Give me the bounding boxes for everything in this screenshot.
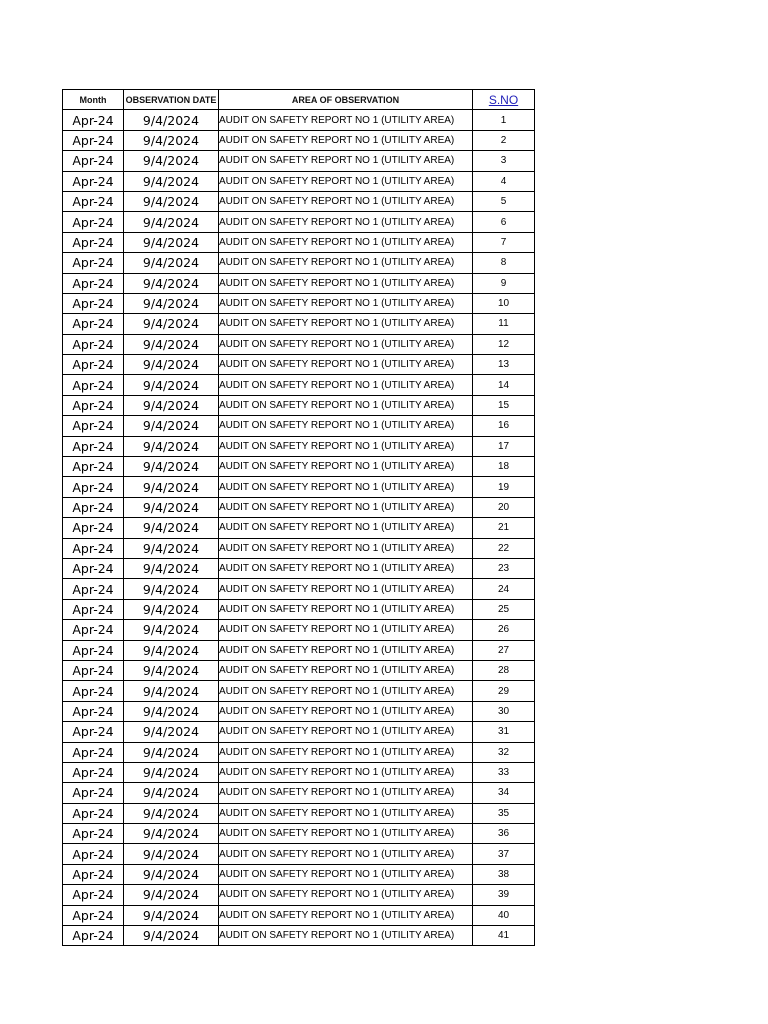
table-row xyxy=(63,436,535,456)
table-row xyxy=(63,640,535,660)
area-of-observation-cell: AUDIT ON SAFETY REPORT NO 1 (UTILITY AREA) xyxy=(219,477,473,497)
observation-date-cell: 9/4/2024 xyxy=(124,681,219,701)
observation-date-cell: 9/4/2024 xyxy=(124,457,219,477)
month-cell: Apr-24 xyxy=(63,742,124,762)
table-row xyxy=(63,722,535,742)
table-row xyxy=(63,803,535,823)
sno-cell: 23 xyxy=(473,558,535,578)
table-row xyxy=(63,742,535,762)
observation-date-cell: 9/4/2024 xyxy=(124,171,219,191)
table-row xyxy=(63,762,535,782)
sno-cell: 6 xyxy=(473,212,535,232)
month-cell: Apr-24 xyxy=(63,232,124,252)
month-cell: Apr-24 xyxy=(63,171,124,191)
table-row xyxy=(63,905,535,925)
month-cell: Apr-24 xyxy=(63,660,124,680)
sno-cell: 30 xyxy=(473,701,535,721)
observation-date-cell: 9/4/2024 xyxy=(124,273,219,293)
sno-cell: 12 xyxy=(473,334,535,354)
table-row xyxy=(63,885,535,905)
area-of-observation-cell: AUDIT ON SAFETY REPORT NO 1 (UTILITY AREA) xyxy=(219,355,473,375)
month-cell: Apr-24 xyxy=(63,191,124,211)
table-row xyxy=(63,457,535,477)
month-cell: Apr-24 xyxy=(63,375,124,395)
sno-cell: 37 xyxy=(473,844,535,864)
sno-cell: 31 xyxy=(473,722,535,742)
table-row xyxy=(63,273,535,293)
area-of-observation-cell: AUDIT ON SAFETY REPORT NO 1 (UTILITY AREA) xyxy=(219,110,473,130)
observation-date-cell: 9/4/2024 xyxy=(124,660,219,680)
sno-cell: 22 xyxy=(473,538,535,558)
sno-cell: 21 xyxy=(473,518,535,538)
sno-cell: 27 xyxy=(473,640,535,660)
sno-cell: 41 xyxy=(473,926,535,946)
observation-table xyxy=(62,89,535,946)
area-of-observation-cell: AUDIT ON SAFETY REPORT NO 1 (UTILITY AREA) xyxy=(219,885,473,905)
sno-cell: 29 xyxy=(473,681,535,701)
area-of-observation-cell: AUDIT ON SAFETY REPORT NO 1 (UTILITY AREA) xyxy=(219,905,473,925)
table-row xyxy=(63,497,535,517)
observation-date-cell: 9/4/2024 xyxy=(124,885,219,905)
month-cell: Apr-24 xyxy=(63,334,124,354)
area-of-observation-cell: AUDIT ON SAFETY REPORT NO 1 (UTILITY AREA) xyxy=(219,436,473,456)
observation-date-cell: 9/4/2024 xyxy=(124,395,219,415)
area-of-observation-cell: AUDIT ON SAFETY REPORT NO 1 (UTILITY AREA) xyxy=(219,783,473,803)
area-of-observation-cell: AUDIT ON SAFETY REPORT NO 1 (UTILITY AREA) xyxy=(219,681,473,701)
area-of-observation-cell: AUDIT ON SAFETY REPORT NO 1 (UTILITY AREA) xyxy=(219,558,473,578)
area-of-observation-cell: AUDIT ON SAFETY REPORT NO 1 (UTILITY AREA) xyxy=(219,599,473,619)
month-cell: Apr-24 xyxy=(63,620,124,640)
month-cell: Apr-24 xyxy=(63,844,124,864)
sno-cell: 24 xyxy=(473,579,535,599)
observation-date-cell: 9/4/2024 xyxy=(124,334,219,354)
month-cell: Apr-24 xyxy=(63,436,124,456)
month-cell: Apr-24 xyxy=(63,558,124,578)
area-of-observation-cell: AUDIT ON SAFETY REPORT NO 1 (UTILITY AREA) xyxy=(219,416,473,436)
month-cell: Apr-24 xyxy=(63,355,124,375)
table-row xyxy=(63,334,535,354)
observation-date-cell: 9/4/2024 xyxy=(124,824,219,844)
sno-cell: 10 xyxy=(473,293,535,313)
sno-cell: 15 xyxy=(473,395,535,415)
month-cell: Apr-24 xyxy=(63,864,124,884)
sno-cell: 28 xyxy=(473,660,535,680)
table-row xyxy=(63,558,535,578)
observation-date-cell: 9/4/2024 xyxy=(124,253,219,273)
sno-cell: 35 xyxy=(473,803,535,823)
area-of-observation-cell: AUDIT ON SAFETY REPORT NO 1 (UTILITY AREA) xyxy=(219,334,473,354)
month-cell: Apr-24 xyxy=(63,151,124,171)
table-row xyxy=(63,110,535,130)
observation-date-cell: 9/4/2024 xyxy=(124,701,219,721)
observation-date-cell: 9/4/2024 xyxy=(124,375,219,395)
sno-cell: 40 xyxy=(473,905,535,925)
area-of-observation-cell: AUDIT ON SAFETY REPORT NO 1 (UTILITY AREA) xyxy=(219,722,473,742)
observation-date-cell: 9/4/2024 xyxy=(124,416,219,436)
table-row xyxy=(63,171,535,191)
table-row xyxy=(63,681,535,701)
month-cell: Apr-24 xyxy=(63,130,124,150)
sno-cell: 26 xyxy=(473,620,535,640)
observation-date-cell: 9/4/2024 xyxy=(124,864,219,884)
sno-cell: 38 xyxy=(473,864,535,884)
area-of-observation-cell: AUDIT ON SAFETY REPORT NO 1 (UTILITY AREA) xyxy=(219,253,473,273)
sno-header-link[interactable]: S.NO xyxy=(473,90,535,110)
sno-cell: 36 xyxy=(473,824,535,844)
table-row xyxy=(63,151,535,171)
table-row xyxy=(63,191,535,211)
sno-cell: 19 xyxy=(473,477,535,497)
month-cell: Apr-24 xyxy=(63,824,124,844)
observation-date-cell: 9/4/2024 xyxy=(124,579,219,599)
table-row xyxy=(63,477,535,497)
table-row xyxy=(63,864,535,884)
month-cell: Apr-24 xyxy=(63,110,124,130)
area-of-observation-cell: AUDIT ON SAFETY REPORT NO 1 (UTILITY AREA) xyxy=(219,620,473,640)
month-cell: Apr-24 xyxy=(63,681,124,701)
table-row xyxy=(63,130,535,150)
observation-date-cell: 9/4/2024 xyxy=(124,599,219,619)
area-of-observation-cell: AUDIT ON SAFETY REPORT NO 1 (UTILITY AREA) xyxy=(219,701,473,721)
sno-cell: 2 xyxy=(473,130,535,150)
table-row xyxy=(63,375,535,395)
area-of-observation-cell: AUDIT ON SAFETY REPORT NO 1 (UTILITY AREA) xyxy=(219,518,473,538)
area-of-observation-cell: AUDIT ON SAFETY REPORT NO 1 (UTILITY AREA) xyxy=(219,926,473,946)
table-row xyxy=(63,620,535,640)
area-of-observation-cell: AUDIT ON SAFETY REPORT NO 1 (UTILITY AREA) xyxy=(219,151,473,171)
sno-cell: 32 xyxy=(473,742,535,762)
sno-cell: 13 xyxy=(473,355,535,375)
area-of-observation-cell: AUDIT ON SAFETY REPORT NO 1 (UTILITY AREA) xyxy=(219,844,473,864)
observation-date-cell: 9/4/2024 xyxy=(124,722,219,742)
month-cell: Apr-24 xyxy=(63,905,124,925)
area-of-observation-header: AREA OF OBSERVATION xyxy=(219,90,473,110)
sno-cell: 1 xyxy=(473,110,535,130)
observation-date-cell: 9/4/2024 xyxy=(124,783,219,803)
area-of-observation-cell: AUDIT ON SAFETY REPORT NO 1 (UTILITY AREA) xyxy=(219,232,473,252)
month-header: Month xyxy=(63,90,124,110)
sno-cell: 11 xyxy=(473,314,535,334)
observation-date-cell: 9/4/2024 xyxy=(124,803,219,823)
observation-date-cell: 9/4/2024 xyxy=(124,640,219,660)
table-row xyxy=(63,844,535,864)
observation-date-cell: 9/4/2024 xyxy=(124,558,219,578)
month-cell: Apr-24 xyxy=(63,722,124,742)
month-cell: Apr-24 xyxy=(63,803,124,823)
table-row xyxy=(63,232,535,252)
area-of-observation-cell: AUDIT ON SAFETY REPORT NO 1 (UTILITY AREA) xyxy=(219,273,473,293)
area-of-observation-cell: AUDIT ON SAFETY REPORT NO 1 (UTILITY AREA) xyxy=(219,803,473,823)
table-row xyxy=(63,824,535,844)
area-of-observation-cell: AUDIT ON SAFETY REPORT NO 1 (UTILITY AREA) xyxy=(219,538,473,558)
month-cell: Apr-24 xyxy=(63,253,124,273)
observation-date-cell: 9/4/2024 xyxy=(124,762,219,782)
observation-date-cell: 9/4/2024 xyxy=(124,742,219,762)
table-row xyxy=(63,314,535,334)
observation-date-cell: 9/4/2024 xyxy=(124,355,219,375)
sno-cell: 16 xyxy=(473,416,535,436)
sno-cell: 4 xyxy=(473,171,535,191)
area-of-observation-cell: AUDIT ON SAFETY REPORT NO 1 (UTILITY AREA) xyxy=(219,171,473,191)
table-row xyxy=(63,660,535,680)
observation-date-cell: 9/4/2024 xyxy=(124,905,219,925)
month-cell: Apr-24 xyxy=(63,701,124,721)
sno-cell: 3 xyxy=(473,151,535,171)
observation-date-cell: 9/4/2024 xyxy=(124,151,219,171)
sno-cell: 18 xyxy=(473,457,535,477)
month-cell: Apr-24 xyxy=(63,212,124,232)
month-cell: Apr-24 xyxy=(63,640,124,660)
area-of-observation-cell: AUDIT ON SAFETY REPORT NO 1 (UTILITY AREA) xyxy=(219,457,473,477)
table-row xyxy=(63,518,535,538)
table-row xyxy=(63,538,535,558)
sno-cell: 5 xyxy=(473,191,535,211)
month-cell: Apr-24 xyxy=(63,416,124,436)
sno-cell: 14 xyxy=(473,375,535,395)
observation-date-cell: 9/4/2024 xyxy=(124,110,219,130)
area-of-observation-cell: AUDIT ON SAFETY REPORT NO 1 (UTILITY AREA) xyxy=(219,824,473,844)
sno-cell: 8 xyxy=(473,253,535,273)
observation-date-cell: 9/4/2024 xyxy=(124,497,219,517)
area-of-observation-cell: AUDIT ON SAFETY REPORT NO 1 (UTILITY AREA) xyxy=(219,640,473,660)
month-cell: Apr-24 xyxy=(63,538,124,558)
month-cell: Apr-24 xyxy=(63,885,124,905)
month-cell: Apr-24 xyxy=(63,762,124,782)
observation-date-cell: 9/4/2024 xyxy=(124,477,219,497)
sno-cell: 7 xyxy=(473,232,535,252)
observation-date-cell: 9/4/2024 xyxy=(124,212,219,232)
observation-date-cell: 9/4/2024 xyxy=(124,293,219,313)
observation-date-cell: 9/4/2024 xyxy=(124,538,219,558)
table-row xyxy=(63,599,535,619)
table-row xyxy=(63,579,535,599)
area-of-observation-cell: AUDIT ON SAFETY REPORT NO 1 (UTILITY AREA) xyxy=(219,742,473,762)
table-row xyxy=(63,253,535,273)
month-cell: Apr-24 xyxy=(63,926,124,946)
table-row xyxy=(63,293,535,313)
header-row xyxy=(63,90,535,110)
observation-date-header: OBSERVATION DATE xyxy=(124,90,219,110)
observation-date-cell: 9/4/2024 xyxy=(124,232,219,252)
table-row xyxy=(63,926,535,946)
table-row xyxy=(63,701,535,721)
observation-date-cell: 9/4/2024 xyxy=(124,191,219,211)
table-row xyxy=(63,395,535,415)
sno-cell: 34 xyxy=(473,783,535,803)
table-row xyxy=(63,416,535,436)
month-cell: Apr-24 xyxy=(63,783,124,803)
sno-cell: 17 xyxy=(473,436,535,456)
sno-cell: 20 xyxy=(473,497,535,517)
month-cell: Apr-24 xyxy=(63,579,124,599)
observation-date-cell: 9/4/2024 xyxy=(124,314,219,334)
table-row xyxy=(63,212,535,232)
month-cell: Apr-24 xyxy=(63,477,124,497)
table-row xyxy=(63,783,535,803)
area-of-observation-cell: AUDIT ON SAFETY REPORT NO 1 (UTILITY AREA) xyxy=(219,395,473,415)
table-body xyxy=(63,110,535,946)
observation-date-cell: 9/4/2024 xyxy=(124,130,219,150)
area-of-observation-cell: AUDIT ON SAFETY REPORT NO 1 (UTILITY AREA) xyxy=(219,314,473,334)
area-of-observation-cell: AUDIT ON SAFETY REPORT NO 1 (UTILITY AREA) xyxy=(219,293,473,313)
observation-date-cell: 9/4/2024 xyxy=(124,518,219,538)
observation-date-cell: 9/4/2024 xyxy=(124,926,219,946)
observation-date-cell: 9/4/2024 xyxy=(124,436,219,456)
area-of-observation-cell: AUDIT ON SAFETY REPORT NO 1 (UTILITY AREA) xyxy=(219,864,473,884)
month-cell: Apr-24 xyxy=(63,293,124,313)
area-of-observation-cell: AUDIT ON SAFETY REPORT NO 1 (UTILITY AREA) xyxy=(219,191,473,211)
sno-cell: 25 xyxy=(473,599,535,619)
month-cell: Apr-24 xyxy=(63,273,124,293)
observation-date-cell: 9/4/2024 xyxy=(124,620,219,640)
area-of-observation-cell: AUDIT ON SAFETY REPORT NO 1 (UTILITY AREA) xyxy=(219,579,473,599)
area-of-observation-cell: AUDIT ON SAFETY REPORT NO 1 (UTILITY AREA) xyxy=(219,762,473,782)
observation-date-cell: 9/4/2024 xyxy=(124,844,219,864)
month-cell: Apr-24 xyxy=(63,314,124,334)
month-cell: Apr-24 xyxy=(63,599,124,619)
area-of-observation-cell: AUDIT ON SAFETY REPORT NO 1 (UTILITY AREA) xyxy=(219,212,473,232)
sno-cell: 9 xyxy=(473,273,535,293)
month-cell: Apr-24 xyxy=(63,395,124,415)
month-cell: Apr-24 xyxy=(63,518,124,538)
area-of-observation-cell: AUDIT ON SAFETY REPORT NO 1 (UTILITY AREA) xyxy=(219,130,473,150)
sno-cell: 39 xyxy=(473,885,535,905)
table-row xyxy=(63,355,535,375)
area-of-observation-cell: AUDIT ON SAFETY REPORT NO 1 (UTILITY AREA) xyxy=(219,660,473,680)
sno-cell: 33 xyxy=(473,762,535,782)
month-cell: Apr-24 xyxy=(63,457,124,477)
area-of-observation-cell: AUDIT ON SAFETY REPORT NO 1 (UTILITY AREA) xyxy=(219,375,473,395)
month-cell: Apr-24 xyxy=(63,497,124,517)
area-of-observation-cell: AUDIT ON SAFETY REPORT NO 1 (UTILITY AREA) xyxy=(219,497,473,517)
